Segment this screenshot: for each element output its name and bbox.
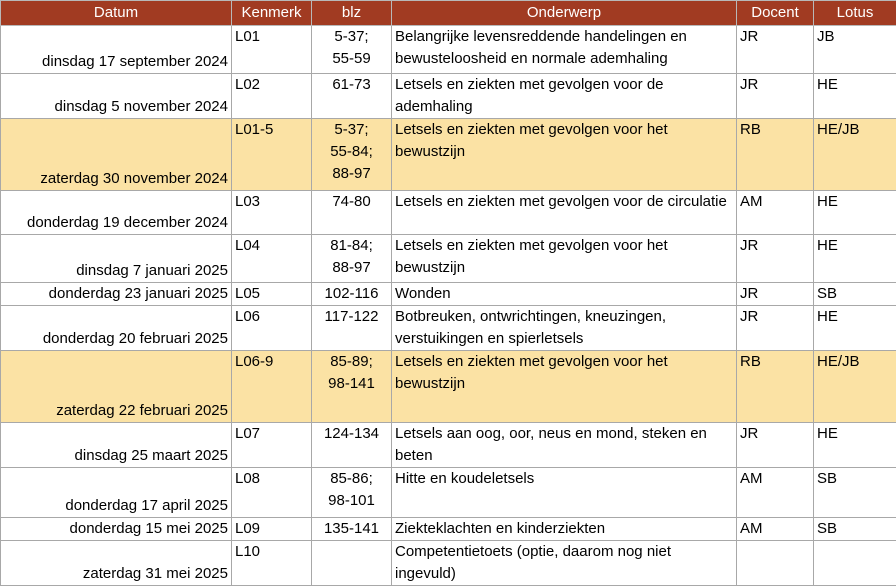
cell-onderwerp: Letsels en ziekten met gevolgen voor het bewustzijn xyxy=(392,119,737,191)
cell-datum: zaterdag 30 november 2024 xyxy=(1,119,232,191)
blz-line: 102-116 xyxy=(315,283,388,305)
cell-datum: donderdag 20 februari 2025 xyxy=(1,306,232,351)
cell-kenmerk: L09 xyxy=(232,518,312,541)
blz-line: 98-141 xyxy=(315,373,388,395)
header-datum: Datum xyxy=(1,1,232,26)
cell-docent: AM xyxy=(737,468,814,518)
cell-blz xyxy=(312,423,392,468)
blz-line: 55-84; xyxy=(315,141,388,163)
cell-datum: zaterdag 22 februari 2025 xyxy=(1,351,232,423)
cell-kenmerk: L08 xyxy=(232,468,312,518)
header-lotus: Lotus xyxy=(814,1,896,26)
table-row xyxy=(1,283,896,306)
cell-docent: AM xyxy=(737,518,814,541)
cell-docent: RB xyxy=(737,351,814,423)
blz-line: 135-141 xyxy=(315,518,388,540)
cell-onderwerp: Wonden xyxy=(392,283,737,306)
cell-blz xyxy=(312,468,392,518)
cell-datum: zaterdag 31 mei 2025 xyxy=(1,541,232,586)
cell-datum: dinsdag 25 maart 2025 xyxy=(1,423,232,468)
blz-line: 74-80 xyxy=(315,191,388,213)
cell-onderwerp: Belangrijke levensreddende handelingen en bewusteloosheid en normale ademhaling xyxy=(392,26,737,74)
cell-onderwerp: Competentietoets (optie, daarom nog niet ingevuld) xyxy=(392,541,737,586)
table-row xyxy=(1,235,896,283)
cell-blz xyxy=(312,283,392,306)
cell-kenmerk: L02 xyxy=(232,74,312,119)
table-row xyxy=(1,74,896,119)
header-onderwerp: Onderwerp xyxy=(392,1,737,26)
header-row xyxy=(1,1,896,26)
cell-lotus: HE xyxy=(814,74,896,119)
table-row xyxy=(1,351,896,423)
table-row xyxy=(1,541,896,586)
cell-datum: donderdag 15 mei 2025 xyxy=(1,518,232,541)
blz-line: 5-37; xyxy=(315,26,388,48)
cell-kenmerk: L03 xyxy=(232,191,312,235)
cell-onderwerp: Botbreuken, ontwrichtingen, kneuzingen, verstuikingen en spierletsels xyxy=(392,306,737,351)
cell-blz xyxy=(312,351,392,423)
cell-onderwerp: Ziekteklachten en kinderziekten xyxy=(392,518,737,541)
blz-line: 98-101 xyxy=(315,490,388,512)
cell-kenmerk: L01 xyxy=(232,26,312,74)
blz-line: 85-89; xyxy=(315,351,388,373)
cell-lotus: SB xyxy=(814,518,896,541)
cell-docent: JR xyxy=(737,235,814,283)
blz-line: 5-37; xyxy=(315,119,388,141)
table-row xyxy=(1,306,896,351)
cell-datum: donderdag 19 december 2024 xyxy=(1,191,232,235)
cell-docent: JR xyxy=(737,74,814,119)
cell-docent: AM xyxy=(737,191,814,235)
cell-blz xyxy=(312,191,392,235)
cell-onderwerp: Hitte en koudeletsels xyxy=(392,468,737,518)
table-row xyxy=(1,191,896,235)
cell-docent: JR xyxy=(737,26,814,74)
cell-lotus: HE/JB xyxy=(814,119,896,191)
cell-blz xyxy=(312,119,392,191)
blz-line: 81-84; xyxy=(315,235,388,257)
cell-lotus: HE xyxy=(814,423,896,468)
table-row xyxy=(1,119,896,191)
cell-lotus: SB xyxy=(814,468,896,518)
table-row xyxy=(1,423,896,468)
cell-datum: donderdag 23 januari 2025 xyxy=(1,283,232,306)
cell-onderwerp: Letsels en ziekten met gevolgen voor het bewustzijn xyxy=(392,235,737,283)
cell-blz xyxy=(312,306,392,351)
cell-kenmerk: L06-9 xyxy=(232,351,312,423)
blz-line: 61-73 xyxy=(315,74,388,96)
header-docent: Docent xyxy=(737,1,814,26)
cell-datum: donderdag 17 april 2025 xyxy=(1,468,232,518)
cell-docent: RB xyxy=(737,119,814,191)
cell-docent: JR xyxy=(737,306,814,351)
cell-lotus: HE xyxy=(814,306,896,351)
blz-line: 117-122 xyxy=(315,306,388,328)
cell-blz xyxy=(312,74,392,119)
blz-line: 55-59 xyxy=(315,48,388,70)
header-kenmerk: Kenmerk xyxy=(232,1,312,26)
cell-onderwerp: Letsels aan oog, oor, neus en mond, steken en beten xyxy=(392,423,737,468)
table-row xyxy=(1,468,896,518)
cell-onderwerp: Letsels en ziekten met gevolgen voor de ademhaling xyxy=(392,74,737,119)
cell-lotus: JB xyxy=(814,26,896,74)
blz-line: 124-134 xyxy=(315,423,388,445)
cell-kenmerk: L01-5 xyxy=(232,119,312,191)
cell-kenmerk: L06 xyxy=(232,306,312,351)
cell-docent: JR xyxy=(737,423,814,468)
cell-lotus: SB xyxy=(814,283,896,306)
cell-datum: dinsdag 17 september 2024 xyxy=(1,26,232,74)
table-row xyxy=(1,518,896,541)
cell-lotus: HE xyxy=(814,191,896,235)
blz-line: 88-97 xyxy=(315,257,388,279)
cell-kenmerk: L07 xyxy=(232,423,312,468)
cell-onderwerp: Letsels en ziekten met gevolgen voor het bewustzijn xyxy=(392,351,737,423)
table-row xyxy=(1,26,896,74)
cell-docent xyxy=(737,541,814,586)
cell-kenmerk: L10 xyxy=(232,541,312,586)
blz-line: 88-97 xyxy=(315,163,388,185)
cell-datum: dinsdag 5 november 2024 xyxy=(1,74,232,119)
cell-lotus: HE/JB xyxy=(814,351,896,423)
cell-kenmerk: L05 xyxy=(232,283,312,306)
cell-blz xyxy=(312,26,392,74)
cell-lotus xyxy=(814,541,896,586)
cell-lotus: HE xyxy=(814,235,896,283)
cell-onderwerp: Letsels en ziekten met gevolgen voor de circulatie xyxy=(392,191,737,235)
header-blz: blz xyxy=(312,1,392,26)
cell-blz xyxy=(312,541,392,586)
cell-datum: dinsdag 7 januari 2025 xyxy=(1,235,232,283)
cell-blz xyxy=(312,235,392,283)
cell-docent: JR xyxy=(737,283,814,306)
cell-kenmerk: L04 xyxy=(232,235,312,283)
cell-blz xyxy=(312,518,392,541)
blz-line: 85-86; xyxy=(315,468,388,490)
